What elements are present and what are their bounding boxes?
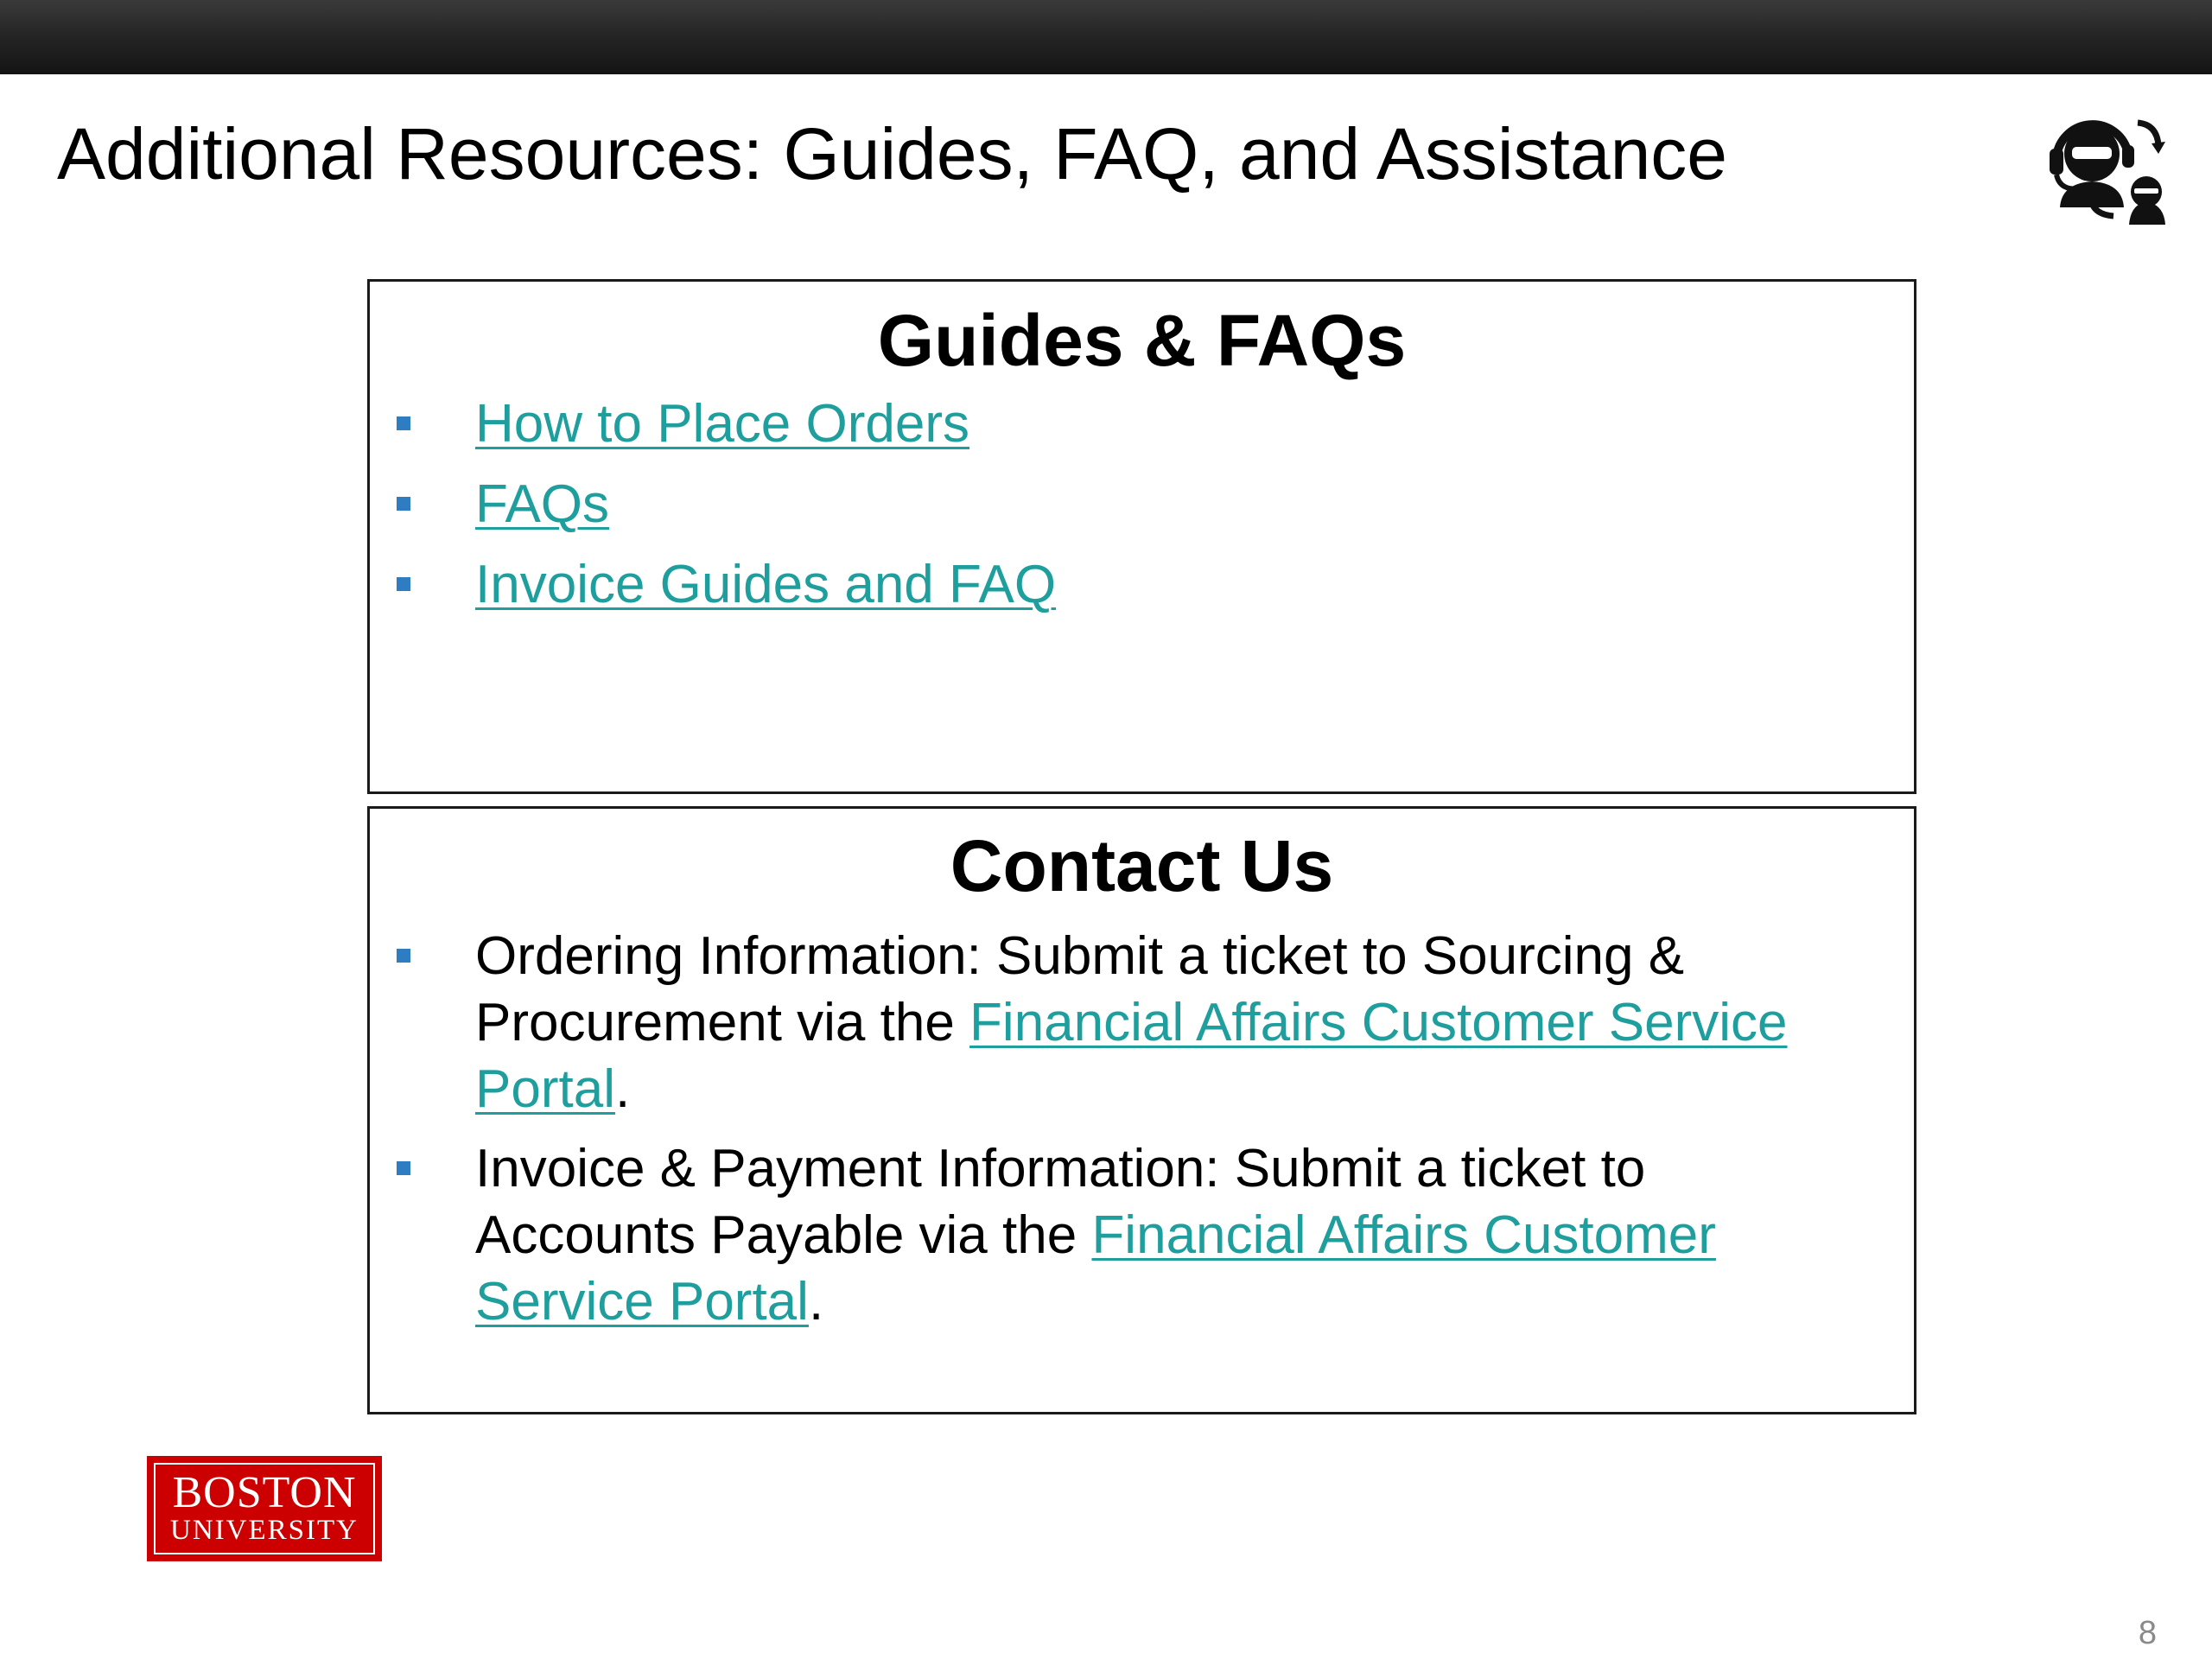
list-item (370, 1135, 1914, 1335)
square-bullet-icon (397, 497, 410, 511)
list-item (370, 391, 1914, 457)
ordering-info-text: Ordering Information: Submit a ticket to Sourcing & Procurement via the (475, 926, 1685, 1052)
square-bullet-icon (397, 416, 410, 430)
how-to-place-orders-link[interactable]: How to Place Orders (475, 394, 969, 454)
list-item (370, 471, 1914, 537)
invoice-info-period: . (808, 1272, 824, 1332)
page-number: 8 (2138, 1615, 2157, 1651)
contact-us-box (367, 806, 1916, 1414)
contact-us-heading: Contact Us (950, 825, 1334, 906)
guides-link-list (370, 391, 1914, 632)
faqs-link[interactable]: FAQs (475, 474, 610, 534)
invoice-portal-link[interactable]: Financial Affairs Customer Service Portal (475, 1205, 1716, 1332)
invoice-guides-faq-link[interactable]: Invoice Guides and FAQ (475, 555, 1057, 614)
square-bullet-icon (397, 949, 410, 963)
ordering-info-period: . (614, 1059, 631, 1119)
logo-university-text: UNIVERSITY (170, 1515, 359, 1546)
slide-title: Additional Resources: Guides, FAQ, and Assistance (57, 113, 1728, 194)
guides-faqs-heading: Guides & FAQs (877, 300, 1407, 381)
invoice-info-text: Invoice & Payment Information: Submit a ticket to Accounts Payable via the (475, 1139, 1646, 1265)
ordering-portal-link[interactable]: Financial Affairs Customer Service Portal (475, 993, 1788, 1119)
square-bullet-icon (397, 1161, 410, 1175)
customer-support-headset-icon (2044, 102, 2174, 225)
square-bullet-icon (397, 577, 410, 591)
top-header-bar (0, 0, 2212, 74)
logo-boston-text: BOSTON (172, 1468, 357, 1517)
boston-university-logo (147, 1456, 382, 1561)
guides-faqs-box (367, 279, 1916, 794)
list-item (370, 923, 1914, 1122)
list-item (370, 551, 1914, 618)
contact-list (370, 923, 1914, 1348)
